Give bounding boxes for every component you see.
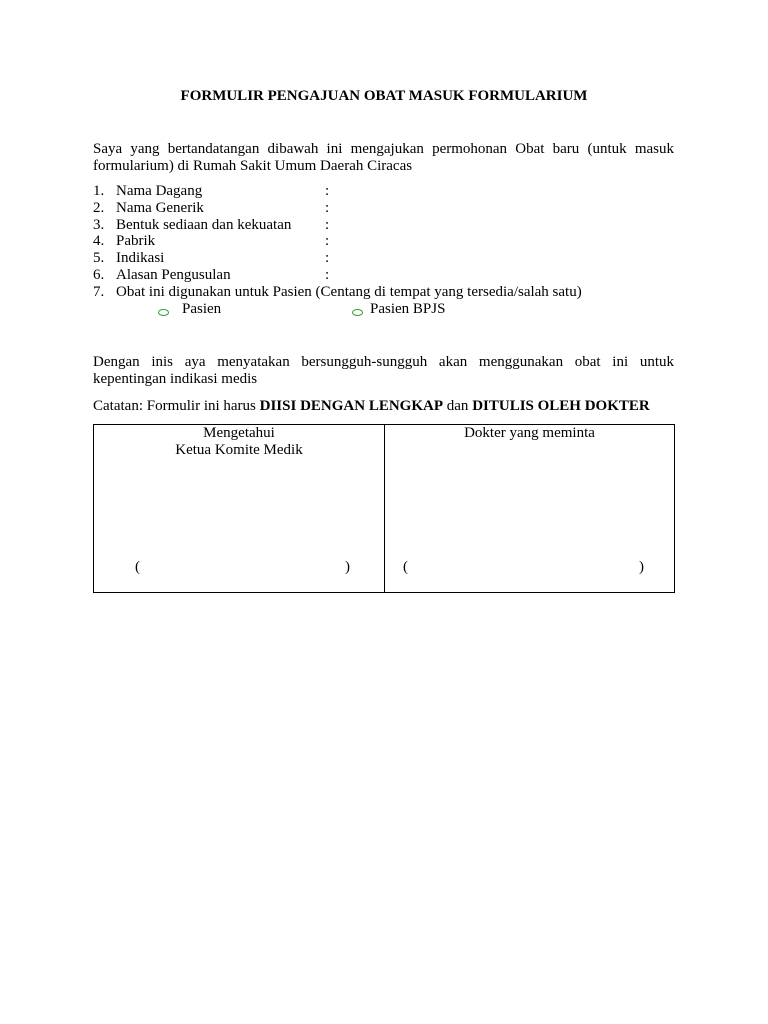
signature-header-dokter (385, 425, 674, 442)
field-label-indikasi: Indikasi (116, 250, 165, 267)
list-item (93, 233, 683, 250)
field-colon: : (325, 250, 330, 267)
list-item-number: 1. (93, 183, 105, 199)
field-colon: : (325, 183, 330, 199)
signature-cell-dokter (385, 425, 674, 592)
option-pasien-bpjs[interactable] (352, 301, 445, 318)
field-colon: : (325, 233, 330, 250)
field-label-pabrik: Pabrik (116, 233, 156, 250)
signature-table (93, 424, 675, 593)
form-title: FORMULIR PENGAJUAN OBAT MASUK FORMULARIUM (180, 88, 588, 104)
field-list (93, 183, 683, 301)
field-label-alasan-pengusulan: Alasan Pengusulan (116, 266, 231, 283)
list-item (93, 284, 683, 301)
radio-circle-icon[interactable] (352, 309, 363, 316)
signature-paren-open: ( (403, 559, 408, 575)
list-item-number: 6. (93, 266, 105, 283)
list-item (93, 183, 683, 200)
list-item-number: 5. (93, 250, 105, 267)
note-bold-diisi: DIISI DENGAN LENGKAP (259, 398, 444, 414)
signature-header-komite (94, 425, 384, 459)
list-item-number: 4. (93, 233, 105, 250)
statement-paragraph: Dengan inis aya menyatakan bersungguh-sungguh akan menggunakan obat ini untuk kepentingan indikasi medis (93, 354, 674, 387)
field-label-nama-generik: Nama Generik (116, 199, 204, 216)
field-colon: : (325, 199, 330, 216)
signature-paren-close: ) (639, 559, 644, 575)
field-label-penggunaan-pasien: Obat ini digunakan untuk Pasien (Centang di tempat yang tersedia/salah satu) (116, 283, 582, 300)
signature-paren-open: ( (135, 559, 140, 575)
intro-paragraph: Saya yang bertandatangan dibawah ini mengajukan permohonan Obat baru (untuk masuk formularium) di Rumah Sakit Umum Daerah Ciracas (93, 141, 674, 174)
list-item-number: 2. (93, 199, 105, 216)
radio-circle-icon[interactable] (158, 309, 169, 316)
list-item (93, 267, 683, 284)
signature-cell-komite (94, 425, 384, 592)
option-label-pasien-bpjs: Pasien BPJS (370, 301, 446, 317)
signature-line-ketua-komite: Ketua Komite Medik (175, 442, 303, 458)
field-label-bentuk-sediaan: Bentuk sediaan dan kekuatan (116, 216, 292, 233)
note-line (93, 398, 683, 415)
list-item-number: 3. (93, 216, 105, 233)
note-bold-ditulis: DITULIS OLEH DOKTER (472, 398, 650, 414)
signature-line-mengetahui: Mengetahui (203, 425, 275, 441)
option-label-pasien: Pasien (182, 301, 222, 317)
field-colon: : (325, 266, 330, 283)
field-label-nama-dagang: Nama Dagang (116, 183, 203, 199)
field-colon: : (325, 216, 330, 233)
list-item (93, 250, 683, 267)
list-item (93, 217, 683, 234)
signature-paren-close: ) (345, 559, 350, 575)
signature-line-dokter: Dokter yang meminta (464, 425, 595, 441)
note-middle: dan (443, 398, 473, 414)
list-item-number: 7. (93, 283, 105, 300)
list-item (93, 200, 683, 217)
note-prefix: Catatan: Formulir ini harus (93, 398, 260, 414)
option-pasien[interactable] (158, 301, 221, 318)
